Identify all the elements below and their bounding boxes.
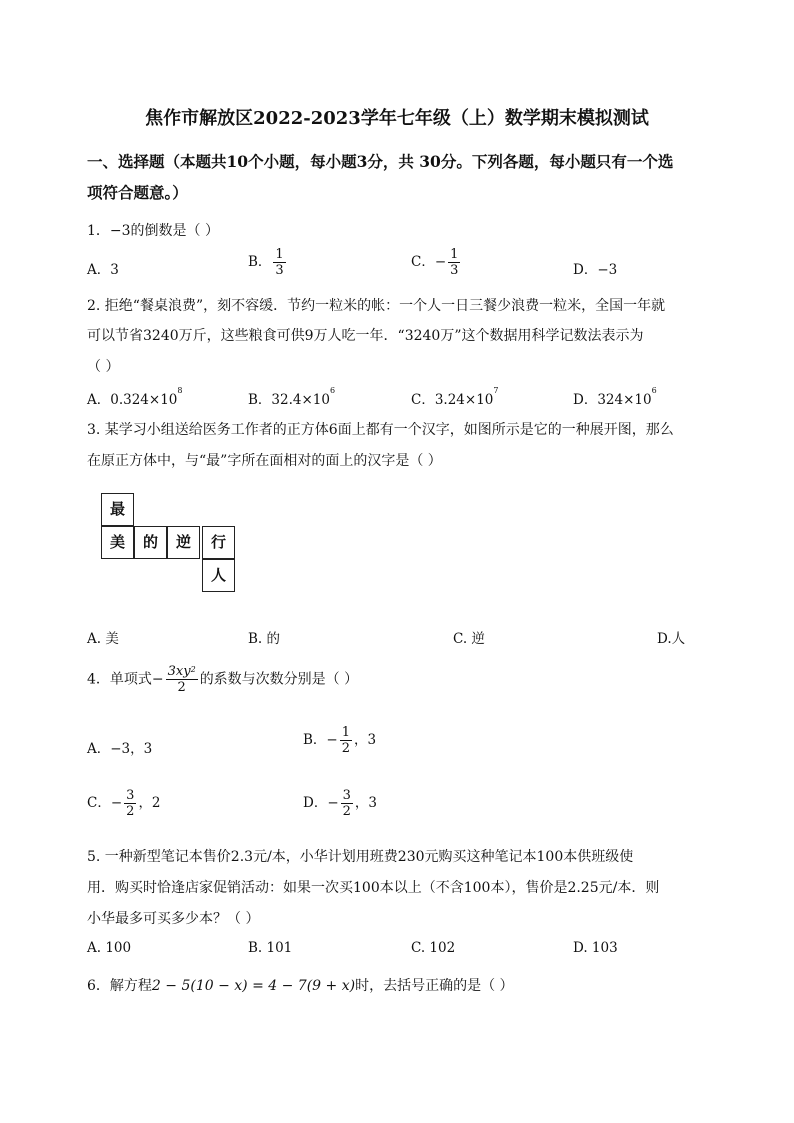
q4-b-label: B．−: [303, 732, 338, 748]
q4-stem-suffix: 的系数与次数分别是（ ）: [199, 671, 359, 688]
q2-line1: 2. 拒绝“餐桌浪费”，刻不容缓．节约一粒米的帐：一个人一日三餐少浪费一粒米，全国一年就: [87, 298, 666, 314]
q4-numerator-term: 3xy: [167, 664, 191, 679]
q3-option-c: C. 逆: [453, 631, 485, 647]
q4-b-numerator: 1: [341, 725, 351, 740]
q5-line2: 用．购买时恰逢店家促销活动：如果一次买100本以上（不含100本），售价是2.25元/本．则: [87, 880, 660, 896]
q3-line2: 在原正方体中，与“最”字所在面相对的面上的汉字是（ ）: [87, 453, 442, 469]
q2-d-base: D．324×10: [573, 392, 652, 408]
q4-b-suffix: ，3: [354, 732, 377, 748]
q4-stem-prefix: 4．单项式−: [87, 671, 164, 688]
q5-option-d: D. 103: [573, 940, 618, 956]
q2-a-exponent: 8: [177, 386, 183, 395]
q4-c-label: C．−: [87, 795, 123, 811]
q4-monomial-fraction: [166, 664, 198, 695]
q5-line1: 5. 一种新型笔记本售价2.3元/本，小华计划用班费230元购买这种笔记本100本供班级使: [87, 849, 634, 865]
q4-stem: [87, 664, 358, 695]
q3-option-a: A. 美: [87, 631, 119, 647]
q4-c-denominator: 2: [126, 804, 135, 819]
q1-option-a: A．3: [87, 262, 119, 278]
q6-equation: 2 − 5(10 − x) = 4 − 7(9 + x): [151, 978, 356, 994]
q5-option-a: A. 100: [87, 940, 132, 956]
q2-b-exponent: 6: [329, 386, 336, 395]
net-cell-3: 逆: [167, 526, 200, 559]
q5-line3: 小华最多可买多少本？（ ）: [87, 911, 260, 927]
net-cell-bottom: 人: [202, 559, 235, 592]
q2-line3: （ ）: [87, 359, 120, 375]
q1-c-numerator: 1: [450, 247, 459, 262]
q4-c-fraction: [124, 788, 136, 819]
q3-option-d: D.人: [657, 631, 686, 647]
q2-c-exponent: 7: [493, 386, 499, 395]
q6-stem: [87, 975, 514, 995]
q4-d-fraction: [341, 788, 353, 819]
q1-b-denominator: 3: [275, 263, 284, 278]
q5-option-c: C. 102: [411, 940, 456, 956]
q1-option-b-label: B．: [248, 254, 272, 270]
q4-c-numerator: 3: [126, 788, 135, 803]
q1-option-c-label: C．−: [411, 254, 447, 270]
q2-option-d: [573, 388, 657, 408]
q1-option-c-fraction: [448, 247, 460, 278]
q1-option-b-fraction: [273, 247, 285, 278]
net-cell-4: 行: [202, 526, 235, 559]
q2-a-base: A．0.324×10: [87, 392, 178, 408]
q2-line2: 可以节省3240万斤，这些粮食可供9万人吃一年．“3240万”这个数据用科学记数法表示为: [87, 328, 644, 344]
q3-line1: 3. 某学习小组送给医务工作者的正方体6面上都有一个汉字，如图所示是它的一种展开图，那么: [87, 422, 674, 438]
net-cell-2: 的: [134, 526, 167, 559]
q4-numerator-exponent: 2: [190, 665, 196, 674]
q6-prefix: 6．解方程: [87, 978, 152, 994]
q1-option-d: D．−3: [573, 262, 618, 278]
q1-stem: 1．−3的倒数是（ ）: [87, 223, 219, 239]
q4-b-fraction: [340, 725, 352, 756]
q3-option-b: B. 的: [248, 631, 281, 647]
q4-d-suffix: ，3: [354, 795, 378, 811]
q4-option-b: [303, 725, 376, 756]
q4-option-a: A．−3，3: [87, 741, 153, 757]
q4-d-label: D．−: [303, 795, 339, 811]
q6-suffix: 时，去括号正确的是（ ）: [355, 978, 514, 994]
q1-option-b: [248, 247, 288, 278]
net-cell-1: 美: [101, 526, 134, 559]
net-cell-top: 最: [101, 493, 134, 526]
page-title: 焦作市解放区2022-2023学年七年级（上）数学期末模拟测试: [145, 108, 649, 129]
q1-c-denominator: 3: [450, 263, 459, 278]
q4-option-c: [87, 788, 161, 819]
q2-option-a: [87, 388, 182, 408]
q4-denominator: 2: [177, 680, 186, 695]
q4-option-d: [303, 788, 377, 819]
section-heading-line2: 项符合题意。）: [87, 183, 188, 202]
q1-option-c: [411, 247, 462, 278]
q2-d-exponent: 6: [651, 386, 657, 395]
q4-c-suffix: ，2: [138, 795, 161, 811]
q4-numerator: [166, 664, 198, 680]
q1-b-numerator: 1: [275, 247, 284, 262]
q4-d-numerator: 3: [342, 788, 351, 803]
q4-b-denominator: 2: [341, 741, 351, 756]
q5-option-b: B. 101: [248, 940, 293, 956]
q2-option-b: [248, 388, 335, 408]
q2-c-base: C．3.24×10: [411, 392, 494, 408]
q2-option-c: [411, 388, 498, 408]
q2-b-base: B．32.4×10: [248, 392, 330, 408]
section-heading-line1: 一、选择题（本题共10个小题，每小题3分，共 30分。下列各题，每小题只有一个选: [87, 152, 674, 171]
q4-d-denominator: 2: [342, 804, 351, 819]
